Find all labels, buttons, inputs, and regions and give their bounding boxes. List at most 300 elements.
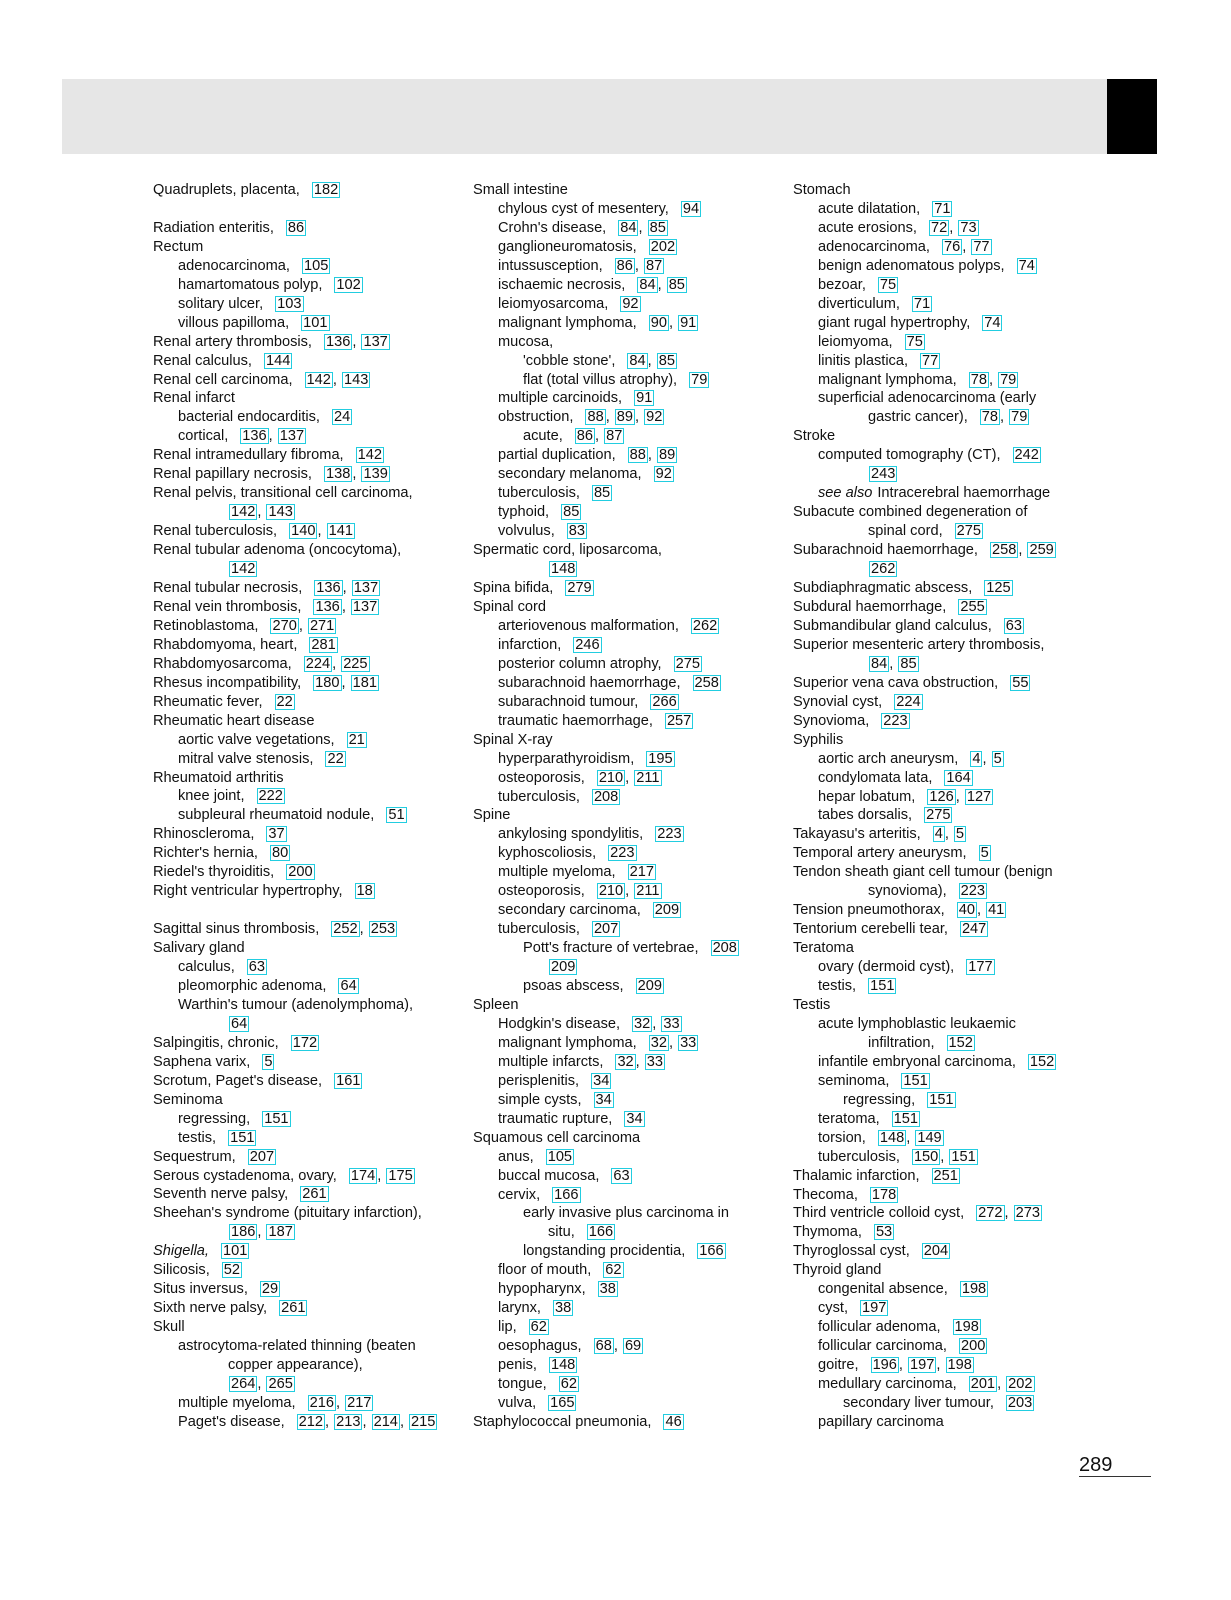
page-link[interactable]: 150 <box>913 1148 939 1165</box>
page-separator: , <box>976 902 986 919</box>
index-entry <box>153 1204 483 1223</box>
page-link[interactable]: 187 <box>268 1224 293 1241</box>
page-link[interactable]: 165 <box>550 1395 575 1411</box>
index-term: kyphoscoliosis, <box>498 845 597 862</box>
page-link[interactable]: 186 <box>231 1224 256 1241</box>
page-link[interactable]: 32 <box>634 1015 651 1032</box>
page-link[interactable]: 85 <box>668 276 685 293</box>
page-link[interactable]: 223 <box>883 712 908 729</box>
page-link[interactable]: 178 <box>871 1186 897 1203</box>
page-link[interactable]: 69 <box>624 1338 642 1355</box>
page-link[interactable]: 151 <box>264 1110 289 1127</box>
page-link[interactable]: 92 <box>646 409 663 426</box>
page-link[interactable]: 211 <box>636 883 660 900</box>
page-link[interactable]: 85 <box>649 219 666 236</box>
page-link[interactable]: 198 <box>947 1357 972 1374</box>
page-link[interactable]: 76 <box>943 238 961 255</box>
index-term: Thymoma, <box>793 1224 862 1241</box>
page-link[interactable]: 151 <box>929 1091 954 1108</box>
page-separator: , <box>634 257 643 274</box>
index-term: hamartomatous polyp, <box>178 276 323 293</box>
page-link[interactable]: 74 <box>984 314 1001 331</box>
page-link[interactable]: 208 <box>593 788 619 805</box>
page-link[interactable]: 53 <box>875 1224 893 1241</box>
page-link[interactable]: 142 <box>231 504 256 521</box>
index-term: adenocarcinoma, <box>178 257 290 274</box>
page-link[interactable]: 64 <box>231 1015 248 1032</box>
page-link[interactable]: 85 <box>900 655 917 672</box>
page-link[interactable]: 208 <box>712 940 737 957</box>
page-link[interactable]: 79 <box>691 371 708 388</box>
index-term: bacterial endocarditis, <box>178 409 320 426</box>
page-link[interactable]: 174 <box>350 1167 376 1184</box>
page-link[interactable]: 94 <box>682 200 700 217</box>
index-term: flat (total villus atrophy), <box>523 371 678 388</box>
index-entry <box>153 750 483 769</box>
index-term: Sagittal sinus thrombosis, <box>153 921 320 938</box>
page-link[interactable]: 64 <box>340 978 357 994</box>
page-link[interactable]: 33 <box>663 1015 680 1032</box>
page-separator: , <box>898 1357 908 1374</box>
page-link[interactable]: 62 <box>560 1376 577 1393</box>
page-link[interactable]: 264 <box>231 1376 256 1393</box>
page-link[interactable]: 271 <box>309 617 335 634</box>
page-link[interactable]: 217 <box>347 1394 372 1411</box>
page-link[interactable]: 197 <box>910 1357 935 1374</box>
page-link[interactable]: 89 <box>616 409 634 426</box>
index-term: Submandibular gland calculus, <box>793 617 992 634</box>
page-link[interactable]: 275 <box>675 655 700 672</box>
page-link[interactable]: 273 <box>1015 1205 1040 1222</box>
page-link[interactable]: 202 <box>650 238 676 255</box>
page-separator: , <box>638 219 647 236</box>
index-entry <box>473 1015 803 1034</box>
page-link[interactable]: 85 <box>658 352 675 369</box>
page-link[interactable]: 62 <box>605 1262 622 1279</box>
page-link[interactable]: 32 <box>650 1034 667 1051</box>
index-entry <box>793 560 1123 579</box>
page-link[interactable]: 84 <box>620 219 637 236</box>
page-link[interactable]: 212 <box>298 1413 323 1430</box>
index-entry <box>793 522 1123 541</box>
index-term: Small intestine <box>473 182 568 198</box>
page-link[interactable]: 266 <box>652 693 677 710</box>
page-link[interactable]: 137 <box>352 598 378 615</box>
index-term: tuberculosis, <box>818 1148 900 1165</box>
page-link[interactable]: 151 <box>951 1148 976 1165</box>
index-term: Renal infarct <box>153 390 235 407</box>
page-link[interactable]: 75 <box>906 333 923 350</box>
index-term: malignant lymphoma, <box>818 371 957 388</box>
index-entry <box>153 541 483 560</box>
page-link[interactable]: 24 <box>333 409 351 426</box>
index-term: Renal intramedullary fibroma, <box>153 447 344 464</box>
page-link[interactable]: 142 <box>357 447 382 464</box>
page-link[interactable]: 258 <box>694 674 719 691</box>
index-entry <box>473 238 803 257</box>
page-link[interactable]: 211 <box>636 769 660 786</box>
page-link[interactable]: 73 <box>960 219 977 236</box>
page-link[interactable]: 207 <box>249 1148 275 1165</box>
page-link[interactable]: 247 <box>961 921 987 938</box>
page-link[interactable]: 207 <box>593 921 619 938</box>
index-entry <box>793 1204 1123 1223</box>
page-link[interactable]: 75 <box>879 276 897 293</box>
index-term: Synovial cyst, <box>793 693 883 710</box>
index-entry <box>473 200 803 219</box>
page-link[interactable]: 275 <box>956 523 981 540</box>
index-entry <box>473 408 803 427</box>
page-link[interactable]: 210 <box>598 769 624 786</box>
page-link[interactable]: 251 <box>933 1167 958 1184</box>
page-link[interactable]: 77 <box>922 352 939 369</box>
page-link[interactable]: 88 <box>629 447 646 464</box>
index-entry <box>473 731 803 750</box>
page-link[interactable]: 222 <box>258 788 283 805</box>
page-link[interactable]: 105 <box>547 1148 573 1165</box>
page-link[interactable]: 72 <box>930 219 948 236</box>
page-link[interactable]: 29 <box>261 1281 279 1298</box>
index-term: regressing, <box>843 1091 916 1108</box>
page-link[interactable]: 252 <box>333 921 358 938</box>
index-term: acute dilatation, <box>818 200 921 217</box>
page-link[interactable]: 88 <box>587 409 604 426</box>
index-entry <box>473 446 803 465</box>
page-link[interactable]: 197 <box>862 1300 887 1317</box>
page-link[interactable]: 21 <box>348 731 365 748</box>
page-link[interactable]: 84 <box>639 276 656 293</box>
page-link[interactable]: 85 <box>593 485 611 502</box>
page-link[interactable]: 151 <box>870 978 895 995</box>
page-link[interactable]: 253 <box>370 921 396 938</box>
page-link[interactable]: 148 <box>551 561 576 578</box>
index-term: multiple myeloma, <box>178 1394 296 1411</box>
page-link[interactable]: 55 <box>1012 674 1029 691</box>
index-term: Temporal artery aneurysm, <box>793 845 967 862</box>
page-link[interactable]: 204 <box>923 1243 949 1260</box>
page-separator: , <box>298 617 307 634</box>
page-link[interactable]: 216 <box>309 1394 334 1411</box>
index-term: acute, <box>523 428 563 445</box>
page-link[interactable]: 138 <box>326 466 351 483</box>
page-link[interactable]: 181 <box>352 674 377 691</box>
page-link[interactable]: 175 <box>388 1167 413 1184</box>
page-link[interactable]: 200 <box>960 1338 986 1355</box>
index-term: superficial adenocarcinoma (early <box>818 390 1037 407</box>
page-link[interactable]: 78 <box>970 371 987 388</box>
page-link[interactable]: 86 <box>616 257 633 274</box>
index-entry <box>473 389 803 408</box>
index-term: testis, <box>178 1129 217 1146</box>
index-term: Spine <box>473 807 511 824</box>
page-link[interactable]: 140 <box>291 523 316 540</box>
index-term: Renal cell carcinoma, <box>153 371 293 388</box>
page-link[interactable]: 201 <box>970 1376 996 1393</box>
index-entry <box>473 844 803 863</box>
page-link[interactable]: 79 <box>1000 371 1017 388</box>
page-separator: , <box>605 409 614 426</box>
page-link[interactable]: 246 <box>575 636 600 653</box>
page-link[interactable]: 37 <box>268 826 285 843</box>
page-link[interactable]: 38 <box>599 1281 616 1298</box>
page-link[interactable]: 71 <box>934 200 951 217</box>
page-link[interactable]: 84 <box>629 352 646 369</box>
page-link[interactable]: 223 <box>960 883 986 900</box>
index-entry <box>473 1375 803 1394</box>
index-entry <box>153 939 483 958</box>
page-link[interactable]: 209 <box>551 959 576 976</box>
index-entry <box>793 863 1123 882</box>
index-entry <box>153 503 483 522</box>
page-link[interactable]: 84 <box>871 655 888 672</box>
page-link[interactable]: 151 <box>903 1072 928 1089</box>
index-entry <box>153 1413 483 1432</box>
page-link[interactable]: 258 <box>991 542 1017 559</box>
index-term: infiltration, <box>868 1034 935 1051</box>
index-entry <box>473 503 803 522</box>
page-link[interactable]: 210 <box>598 883 624 900</box>
page-link[interactable]: 136 <box>325 333 351 350</box>
page-link[interactable]: 87 <box>606 428 623 445</box>
page-link[interactable]: 102 <box>336 276 361 293</box>
page-link[interactable]: 136 <box>242 428 267 445</box>
page-link[interactable]: 32 <box>617 1053 634 1070</box>
page-link[interactable]: 151 <box>230 1129 255 1146</box>
page-link[interactable]: 52 <box>223 1262 240 1279</box>
page-link[interactable]: 275 <box>926 807 951 824</box>
page-link[interactable]: 63 <box>248 959 266 976</box>
page-link[interactable]: 46 <box>665 1413 682 1430</box>
page-link[interactable]: 182 <box>313 182 339 198</box>
page-link[interactable]: 152 <box>948 1034 973 1051</box>
page-link[interactable]: 90 <box>650 314 667 331</box>
page-link[interactable]: 166 <box>588 1224 614 1241</box>
page-link[interactable]: 148 <box>550 1357 576 1374</box>
index-entry <box>473 674 803 693</box>
page-link[interactable]: 272 <box>978 1205 1003 1222</box>
page-link[interactable]: 127 <box>966 788 992 805</box>
page-link[interactable]: 259 <box>1029 542 1054 559</box>
page-link[interactable]: 83 <box>568 523 586 540</box>
index-entry <box>473 1167 803 1186</box>
page-link[interactable]: 195 <box>648 750 673 767</box>
page-link[interactable]: 137 <box>363 333 388 350</box>
page-link[interactable]: 5 <box>980 845 989 862</box>
page-link[interactable]: 281 <box>311 636 336 653</box>
page-separator: , <box>362 1413 371 1430</box>
index-term: mitral valve stenosis, <box>178 750 314 767</box>
index-term: spinal cord, <box>868 523 943 540</box>
index-term: Thyroglossal cyst, <box>793 1243 910 1260</box>
index-term: Thecoma, <box>793 1186 858 1203</box>
page-link[interactable]: 103 <box>277 295 302 312</box>
page-link[interactable]: 141 <box>328 523 353 540</box>
index-entry <box>473 1110 803 1129</box>
page-link[interactable]: 136 <box>315 598 340 615</box>
page-link[interactable]: 166 <box>699 1243 724 1260</box>
page-link[interactable]: 243 <box>871 466 896 483</box>
page-link[interactable]: 80 <box>272 845 289 862</box>
index-term: Quadruplets, placenta, <box>153 182 300 198</box>
index-term: Saphena varix, <box>153 1053 251 1070</box>
page-separator: , <box>352 333 361 350</box>
page-separator: , <box>647 352 656 369</box>
page-link[interactable]: 137 <box>353 580 379 596</box>
index-term: traumatic haemorrhage, <box>498 712 653 729</box>
index-term: Spinal X-ray <box>473 731 553 748</box>
page-link[interactable]: 203 <box>1007 1395 1033 1411</box>
page-link[interactable]: 33 <box>680 1034 697 1051</box>
page-link[interactable]: 198 <box>961 1281 987 1298</box>
page-link[interactable]: 86 <box>576 428 593 445</box>
page-link[interactable]: 202 <box>1008 1376 1033 1393</box>
index-term: subarachnoid haemorrhage, <box>498 674 681 691</box>
page-link[interactable]: 224 <box>896 693 921 710</box>
page-link[interactable]: 180 <box>315 674 340 691</box>
page-link[interactable]: 255 <box>960 598 985 615</box>
page-link[interactable]: 223 <box>610 845 635 862</box>
index-entry <box>153 181 483 200</box>
index-entry <box>153 617 483 636</box>
page-link[interactable]: 18 <box>356 883 373 900</box>
index-entry <box>473 560 803 579</box>
page-link[interactable]: 89 <box>658 447 676 464</box>
page-link[interactable]: 22 <box>276 693 293 710</box>
page-link[interactable]: 215 <box>411 1413 436 1430</box>
page-link[interactable]: 242 <box>1014 447 1039 464</box>
page-link[interactable]: 125 <box>986 580 1011 597</box>
page-link[interactable]: 214 <box>373 1413 398 1430</box>
page-link[interactable]: 151 <box>893 1110 919 1127</box>
page-link[interactable]: 85 <box>563 504 580 521</box>
page-link[interactable]: 161 <box>336 1072 361 1089</box>
page-link[interactable]: 105 <box>303 257 329 274</box>
page-link[interactable]: 33 <box>646 1053 664 1070</box>
page-link[interactable]: 152 <box>1029 1053 1055 1070</box>
page-link[interactable]: 209 <box>637 978 662 995</box>
page-link[interactable]: 34 <box>626 1110 643 1127</box>
index-term: bezoar, <box>818 276 866 293</box>
index-entry <box>793 427 1123 446</box>
index-term: papillary carcinoma <box>818 1413 944 1430</box>
page-link[interactable]: 5 <box>955 826 965 843</box>
index-entry <box>793 1053 1123 1072</box>
page-link[interactable]: 5 <box>264 1053 273 1070</box>
page-link[interactable]: 196 <box>872 1357 897 1374</box>
page-link[interactable]: 166 <box>554 1186 579 1203</box>
page-link[interactable]: 34 <box>593 1072 610 1089</box>
page-link[interactable]: 87 <box>646 257 663 274</box>
page-link[interactable]: 137 <box>279 428 305 445</box>
page-link[interactable]: 41 <box>988 902 1005 919</box>
page-link[interactable]: 209 <box>654 902 680 919</box>
page-link[interactable]: 177 <box>968 959 993 976</box>
page-link[interactable]: 224 <box>305 655 331 672</box>
page-link[interactable]: 279 <box>567 580 592 597</box>
page-link[interactable]: 261 <box>281 1300 306 1317</box>
page-link[interactable]: 223 <box>657 826 682 843</box>
page-link[interactable]: 74 <box>1018 257 1035 274</box>
page-link[interactable]: 143 <box>343 371 369 388</box>
page-link[interactable]: 91 <box>680 314 697 331</box>
page-link[interactable]: 5 <box>993 750 1002 767</box>
index-entry <box>153 1261 483 1280</box>
page-link[interactable]: 164 <box>946 769 971 786</box>
index-entry <box>473 1242 803 1261</box>
page-link[interactable]: 200 <box>288 864 313 881</box>
index-term: aortic valve vegetations, <box>178 731 335 748</box>
page-link[interactable]: 38 <box>554 1300 572 1317</box>
page-link[interactable]: 92 <box>655 466 672 483</box>
page-link[interactable]: 91 <box>636 390 653 407</box>
page-link[interactable]: 63 <box>613 1167 630 1184</box>
page-link[interactable]: 149 <box>917 1129 942 1146</box>
page-link[interactable]: 136 <box>316 580 341 596</box>
page-link[interactable]: 148 <box>879 1129 905 1146</box>
page-separator: , <box>1018 542 1027 559</box>
page-link[interactable]: 40 <box>958 902 975 919</box>
page-link[interactable]: 172 <box>292 1034 318 1051</box>
page-link[interactable]: 92 <box>622 295 639 312</box>
page-link[interactable]: 144 <box>265 352 291 369</box>
index-term: benign adenomatous polyps, <box>818 257 1005 274</box>
page-link[interactable]: 101 <box>303 314 328 331</box>
index-entry <box>153 655 483 674</box>
page-link[interactable]: 217 <box>629 864 654 881</box>
page-link[interactable]: 257 <box>666 712 692 729</box>
index-term: follicular adenoma, <box>818 1319 941 1336</box>
page-link[interactable]: 34 <box>595 1091 612 1108</box>
page-link[interactable]: 4 <box>972 750 981 767</box>
page-link[interactable]: 262 <box>871 561 896 578</box>
page-link[interactable]: 213 <box>336 1413 361 1430</box>
index-term: chylous cyst of mesentery, <box>498 200 669 217</box>
page-link[interactable]: 68 <box>595 1338 612 1355</box>
page-separator: , <box>595 428 604 445</box>
page-link[interactable]: 262 <box>692 617 718 634</box>
index-term: Radiation enteritis, <box>153 219 274 236</box>
page-link[interactable]: 265 <box>268 1376 293 1393</box>
page-link[interactable]: 22 <box>327 750 344 767</box>
page-separator: , <box>635 1053 644 1070</box>
page-link[interactable]: 261 <box>302 1186 327 1203</box>
page-link[interactable]: 4 <box>934 826 943 843</box>
index-term: traumatic rupture, <box>498 1110 613 1127</box>
page-link[interactable]: 198 <box>954 1319 979 1336</box>
page-link[interactable]: 78 <box>981 409 998 426</box>
index-entry <box>153 1223 483 1242</box>
page-link[interactable]: 77 <box>973 238 990 255</box>
page-link[interactable]: 225 <box>343 655 368 672</box>
page-link[interactable]: 142 <box>231 561 256 578</box>
index-term: villous papilloma, <box>178 314 290 331</box>
page-link[interactable]: 142 <box>306 371 331 388</box>
page-link[interactable]: 126 <box>929 788 954 805</box>
page-link[interactable]: 86 <box>287 219 305 236</box>
index-entry <box>153 1034 483 1053</box>
page-link[interactable]: 101 <box>222 1243 248 1260</box>
page-link[interactable]: 270 <box>272 617 297 634</box>
page-link[interactable]: 63 <box>1005 617 1022 634</box>
page-link[interactable]: 51 <box>388 807 405 824</box>
index-term: Richter's hernia, <box>153 845 258 862</box>
page-link[interactable]: 71 <box>913 295 931 312</box>
page-link[interactable]: 79 <box>1011 409 1028 426</box>
page-link[interactable]: 62 <box>530 1319 547 1336</box>
page-link[interactable]: 143 <box>268 504 293 521</box>
page-separator: , <box>268 428 277 445</box>
page-link[interactable]: 139 <box>363 466 388 483</box>
